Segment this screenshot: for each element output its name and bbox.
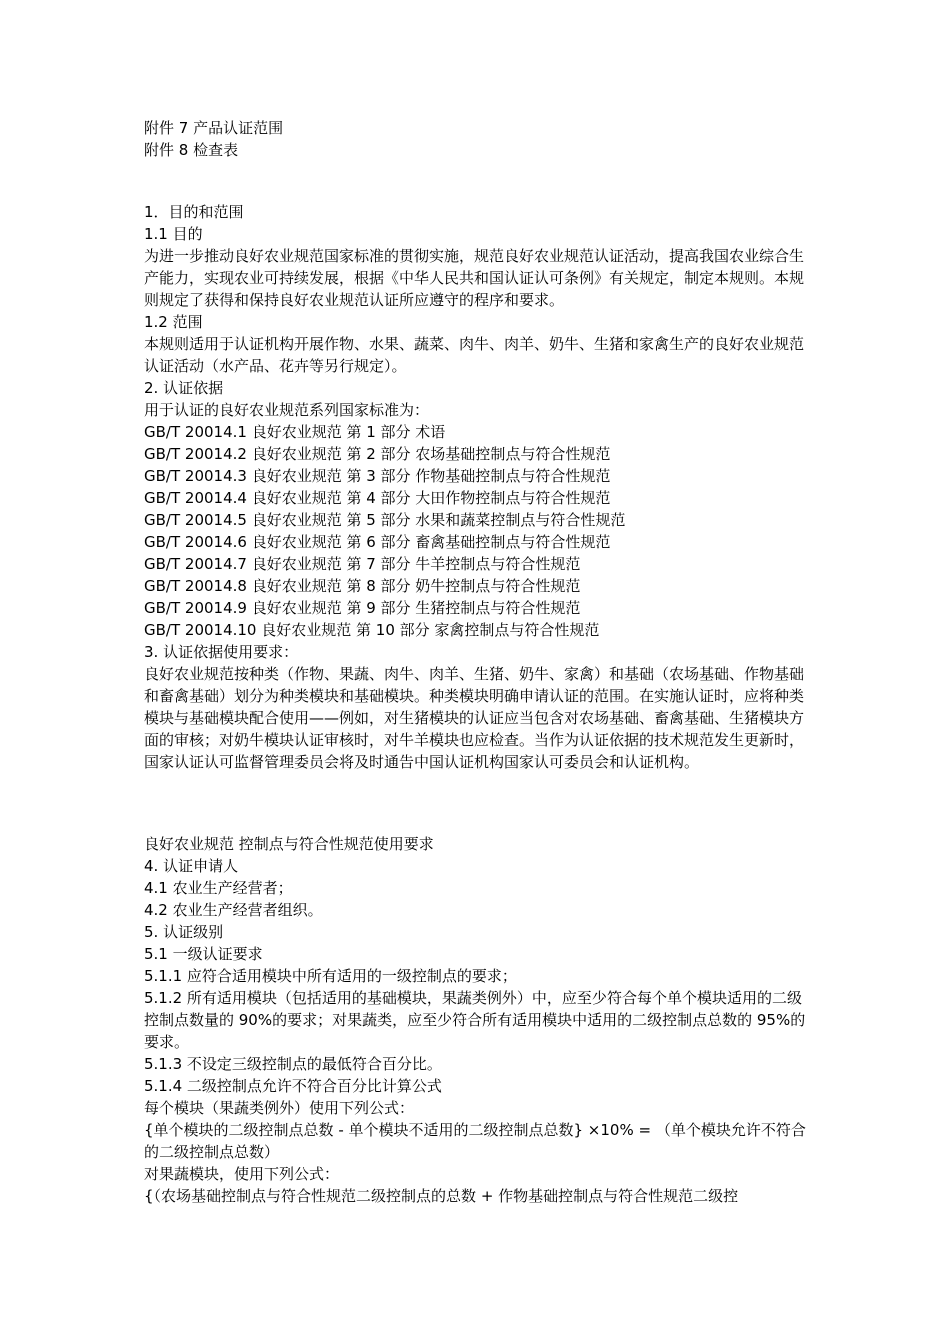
paragraph: 用于认证的良好农业规范系列国家标准为：: [144, 401, 430, 419]
section-heading: 5. 认证级别: [144, 923, 224, 941]
list-item: 5.1.4 二级控制点允许不符合百分比计算公式: [144, 1077, 442, 1095]
standard-item: GB/T 20014.10 良好农业规范 第 10 部分 家禽控制点与符合性规范: [144, 621, 600, 639]
list-item: 5.1.2 所有适用模块（包括适用的基础模块，果蔬类例外）中，应至少符合每个单个模块适用的二级控制点数量的 90%的要求；对果蔬类，应至少符合所有适用模块中适用的二级控制点总数的 95%的要求。: [144, 989, 806, 1051]
paragraph: 良好农业规范按种类（作物、果蔬、肉牛、肉羊、生猪、奶牛、家禽）和基础（农场基础、作物基础和畜禽基础）划分为种类模块和基础模块。种类模块明确申请认证的范围。在实施认证时，应将种类模块与基础模块配合使用——例如，对生猪模块的认证应当包含对农场基础、畜禽基础、生猪模块方面的审核；对奶牛模块认证审核时，对牛羊模块也应检查。当作为认证依据的技术规范发生更新时，国家认证认可监督管理委员会将及时通告中国认证机构国家认可委员会和认证机构。: [144, 665, 805, 771]
spacer: [144, 773, 808, 833]
formula: {单个模块的二级控制点总数 - 单个模块不适用的二级控制点总数} ×10% = （单个模块允许不符合的二级控制点总数）: [144, 1121, 806, 1161]
subsection-heading: 1.2 范围: [144, 313, 203, 331]
section-heading: 4. 认证申请人: [144, 857, 239, 875]
list-item: 4.2 农业生产经营者组织。: [144, 901, 323, 919]
document-page: [144, 117, 808, 1207]
paragraph: 为进一步推动良好农业规范国家标准的贯彻实施，规范良好农业规范认证活动，提高我国农业综合生产能力，实现农业可持续发展，根据《中华人民共和国认证认可条例》有关规定，制定本规则。本规则规定了获得和保持良好农业规范认证所应遵守的程序和要求。: [144, 247, 805, 309]
list-item: 5.1.1 应符合适用模块中所有适用的一级控制点的要求；: [144, 967, 517, 985]
section-heading: 2. 认证依据: [144, 379, 224, 397]
paragraph: 每个模块（果蔬类例外）使用下列公式：: [144, 1099, 415, 1117]
section-heading: 1．目的和范围: [144, 203, 244, 221]
standard-item: GB/T 20014.9 良好农业规范 第 9 部分 生猪控制点与符合性规范: [144, 599, 581, 617]
paragraph: 对果蔬模块，使用下列公式：: [144, 1165, 340, 1183]
block-title: 良好农业规范 控制点与符合性规范使用要求: [144, 835, 434, 853]
attachment-line: 附件 7 产品认证范围: [144, 119, 284, 137]
paragraph: 本规则适用于认证机构开展作物、水果、蔬菜、肉牛、肉羊、奶牛、生猪和家禽生产的良好农业规范认证活动（水产品、花卉等另行规定）。: [144, 335, 805, 375]
subsection-heading: 1.1 目的: [144, 225, 203, 243]
list-item: 4.1 农业生产经营者；: [144, 879, 293, 897]
standard-item: GB/T 20014.6 良好农业规范 第 6 部分 畜禽基础控制点与符合性规范: [144, 533, 611, 551]
subsection-heading: 5.1 一级认证要求: [144, 945, 263, 963]
spacer: [144, 161, 808, 201]
standard-item: GB/T 20014.3 良好农业规范 第 3 部分 作物基础控制点与符合性规范: [144, 467, 611, 485]
standard-item: GB/T 20014.7 良好农业规范 第 7 部分 牛羊控制点与符合性规范: [144, 555, 581, 573]
list-item: 5.1.3 不设定三级控制点的最低符合百分比。: [144, 1055, 442, 1073]
attachment-line: 附件 8 检查表: [144, 141, 239, 159]
standard-item: GB/T 20014.2 良好农业规范 第 2 部分 农场基础控制点与符合性规范: [144, 445, 611, 463]
standard-item: GB/T 20014.1 良好农业规范 第 1 部分 术语: [144, 423, 446, 441]
formula: {（农场基础控制点与符合性规范二级控制点的总数 + 作物基础控制点与符合性规范二级控: [144, 1187, 739, 1205]
standard-item: GB/T 20014.8 良好农业规范 第 8 部分 奶牛控制点与符合性规范: [144, 577, 581, 595]
standard-item: GB/T 20014.5 良好农业规范 第 5 部分 水果和蔬菜控制点与符合性规范: [144, 511, 626, 529]
section-heading: 3. 认证依据使用要求：: [144, 643, 299, 661]
standard-item: GB/T 20014.4 良好农业规范 第 4 部分 大田作物控制点与符合性规范: [144, 489, 611, 507]
